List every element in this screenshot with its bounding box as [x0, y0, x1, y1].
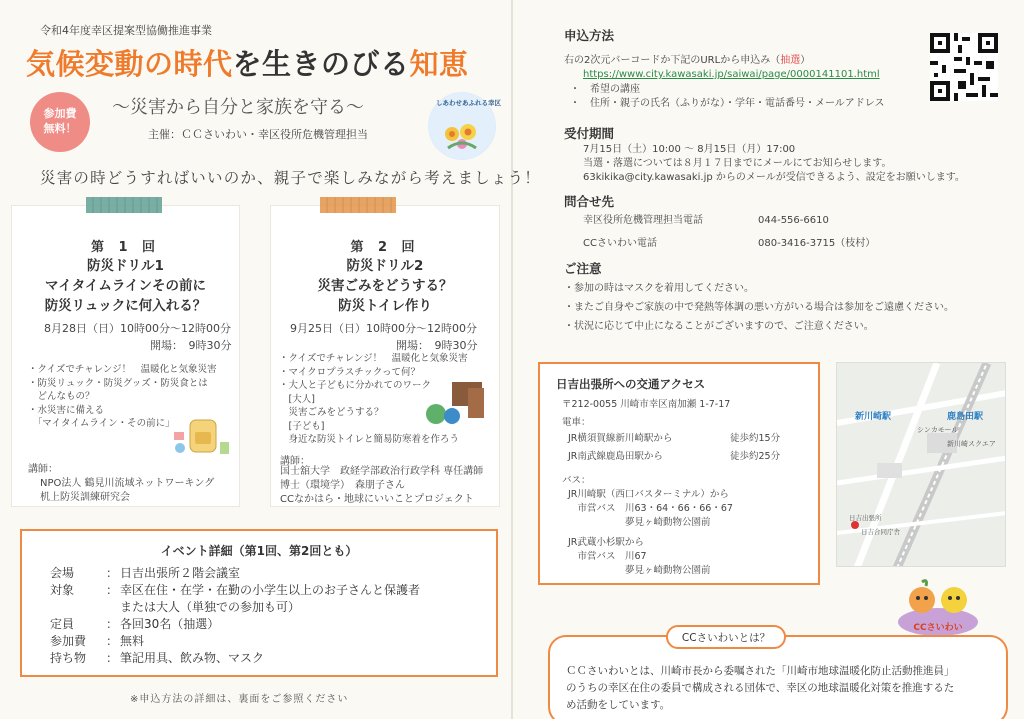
event-row-sep: ：: [106, 634, 119, 648]
page-fold: [511, 0, 513, 719]
organizer: 主催：ＣＣさいわい・幸区役所危機管理担当: [148, 128, 368, 141]
event-row-value: 無料: [120, 634, 145, 648]
access-bus-line: 夢見ヶ崎動物公園前: [568, 565, 711, 576]
event-row-value: 日吉出張所２階会議室: [120, 566, 241, 580]
access-bus-line: 市営バス 川67: [568, 551, 647, 562]
access-train-line: JR横須賀線新川崎駅から: [568, 433, 673, 444]
list-item: ・防災リュック・防災グッズ・防災食とは: [28, 377, 208, 389]
event-row-sep: ：: [106, 583, 119, 597]
about-line: ＣＣさいわいとは、川崎市長から委嘱された「川崎市地球温暖化防止活動推進員」: [566, 665, 955, 677]
about-line: のうちの幸区在住の委員で構成される団体で、幸区の地球温暖化対策を推進するた: [566, 682, 955, 694]
event-row-value: 各回30名（抽選）: [120, 617, 220, 631]
event-row-value: または大人（単独での参加も可）: [120, 600, 301, 614]
round1-title-line1: 防災ドリル1: [87, 258, 164, 274]
map-station1: 新川崎駅: [855, 412, 892, 422]
event-row-label: 持ち物: [50, 651, 87, 665]
round2-title-line2: 災害ごみをどうする？: [317, 278, 453, 294]
contact-tel: 080-3416-3715（枝村）: [758, 238, 876, 249]
about-box: [548, 631, 1008, 719]
notice-line: ・状況に応じて中止になることがございますので、ご注意ください。: [564, 321, 874, 332]
event-row-sep: ：: [106, 566, 119, 580]
access-box: [538, 362, 820, 585]
access-title: 日吉出張所への交通アクセス: [556, 377, 706, 391]
round1-open: 開場： 9時30分: [150, 339, 232, 352]
title-part2: を生きのびる: [232, 47, 410, 81]
garbage-icon: [422, 378, 494, 426]
round2-title: [270, 256, 500, 316]
event-row: [50, 633, 496, 650]
event-title: イベント詳細（第1回、第2回とも）: [160, 544, 358, 558]
apply-url-link[interactable]: https://www.city.kawasaki.jp/saiwai/page/0000141101.html: [583, 69, 880, 80]
notice-lines: [564, 279, 954, 336]
logo-text: しあわせあふれる幸区: [436, 99, 501, 107]
round1-number: 第 1 回: [90, 240, 161, 255]
event-row: [50, 650, 496, 667]
list-item: ・クイズでチャレンジ！ 温暖化と気象災害: [28, 364, 217, 375]
round1-date: 8月28日（日）10時00分〜12時00分: [44, 322, 231, 335]
backpack-illustration: [172, 412, 232, 462]
event-row-sep: ：: [106, 651, 119, 665]
list-item: ・水災害に備える: [28, 404, 105, 416]
apply-line1: [564, 54, 810, 68]
access-bus-line: JR武蔵小杉駅から: [568, 537, 644, 548]
contact-tel: 044-556-6610: [758, 215, 829, 226]
list-item: 身近な防災トイレと簡易防寒着を作ろう: [279, 434, 460, 445]
contact-heading: 問合せ先: [564, 194, 615, 209]
event-row: [50, 565, 496, 582]
apply-lottery: 抽選: [780, 55, 801, 66]
access-bus2: [568, 536, 711, 578]
event-row-label: [50, 599, 106, 616]
list-item: [大人]: [279, 393, 315, 405]
about-line: め活動をしています。: [566, 699, 671, 711]
list-item: ・マイクロプラスチックって何？: [279, 366, 420, 378]
event-row-label: 参加費: [50, 634, 87, 648]
period-line: 63kikika@city.kawasaki.jp からのメールが受信できるよう、設定をお願いします。: [583, 172, 965, 183]
list-item: [子ども]: [279, 420, 325, 432]
subtitle: 〜災害から自分と家族を守る〜: [112, 97, 364, 118]
access-train-label: 電車：: [562, 417, 591, 428]
notice-heading: ご注意: [564, 261, 602, 276]
map-label: 日吉合同庁舎: [861, 528, 900, 536]
map-label: 日吉出張所: [849, 514, 882, 522]
mascot: [896, 578, 980, 640]
title-part3: 知恵: [409, 47, 469, 81]
apply-line1-a: 右の2次元バーコードか下記のURLから申込み（: [564, 55, 781, 66]
event-row-sep: [106, 599, 120, 616]
event-row: [50, 616, 496, 633]
mascot-label: CCさいわい: [913, 623, 963, 633]
access-bus1: [568, 488, 733, 530]
qr-code-icon: [930, 33, 998, 101]
access-bus-line: 夢見ヶ崎動物公園前: [568, 517, 711, 528]
event-row-label: 対象: [50, 583, 75, 597]
fee-badge-line1: 参加費: [43, 107, 77, 121]
round1-title: [11, 256, 240, 316]
period-lines: [583, 143, 965, 185]
event-row-label: 会場: [50, 566, 75, 580]
event-row: [50, 582, 496, 599]
apply-heading: 申込方法: [564, 28, 615, 43]
about-text: [566, 663, 955, 714]
event-row-value: 幸区在住・在学・在勤の小学生以上のお子さんと保護者: [120, 583, 421, 597]
contact-name: 幸区役所危機管理担当電話: [583, 215, 703, 226]
apply-bullet: ・ 住所・親子の氏名（ふりがな）・学年・電話番号・メールアドレス: [570, 98, 885, 109]
fee-badge: [30, 92, 90, 152]
notice-line: ・参加の時はマスクを着用してください。: [564, 283, 754, 294]
access-bus-line: JR川崎駅（西口バスターミナル）から: [568, 489, 729, 500]
contact-name: CCさいわい電話: [583, 238, 657, 249]
event-row-value: 筆記用具、飲み物、マスク: [120, 651, 265, 665]
access-address: 〒212-0055 川崎市幸区南加瀬 1-7-17: [562, 399, 731, 410]
event-row: [50, 599, 496, 616]
access-train-time: 徒歩約25分: [730, 451, 781, 462]
notice-line: ・またご自身やご家族の中で発熱等体調の悪い方がいる場合は参加をご遠慮ください。: [564, 302, 954, 313]
lecturer-name: 博士（環境学） 森朋子さん: [280, 480, 405, 491]
event-row-label: 定員: [50, 617, 75, 631]
lecturer-name: 国士舘大学 政経学部政治行政学科 専任講師: [280, 466, 484, 477]
main-title: [26, 42, 469, 83]
period-line: 7月15日（土）10:00 〜 8月15日（月）17:00: [583, 144, 796, 155]
title-part1: 気候変動の時代: [26, 47, 233, 81]
header-org: 令和4年度幸区提案型協働推進事業: [40, 24, 212, 37]
round2-lecturers: [280, 465, 483, 507]
round2-number: 第 2 回: [350, 240, 420, 255]
round1-title-line3: 防災リュックに何入れる？: [44, 298, 207, 314]
round2-lecturer-label: 講師：: [280, 456, 310, 467]
fee-badge-line2: 無料！: [43, 122, 77, 135]
apply-bullet: ・ 希望の講座: [570, 84, 640, 95]
backpack-icon: [172, 412, 232, 462]
garbage-illustration: [422, 378, 494, 426]
lead-text: 災害の時どうすればいいのか、親子で楽しみながら考えましょう！: [40, 169, 542, 187]
qr-code[interactable]: [930, 33, 998, 101]
list-item: ・クイズでチャレンジ！ 温暖化と気象災害: [279, 353, 468, 364]
list-item: 災害ごみをどうする？: [279, 407, 384, 418]
map-label: 新川崎スクエア: [947, 440, 996, 448]
lecturer-name: NPO法人 鶴見川流域ネットワーキング: [40, 478, 215, 489]
round1-lecturers: [40, 477, 214, 505]
lecturer-name: 机上防災訓練研究会: [40, 492, 130, 503]
period-line: 当選・落選については８月１７日までにメールにてお知らせします。: [583, 158, 892, 169]
event-row-sep: ：: [106, 617, 119, 631]
access-map[interactable]: [836, 362, 1006, 567]
map-station2: 鹿島田駅: [947, 412, 984, 422]
list-item: ・大人と子どもに分かれてのワーク: [279, 380, 432, 391]
event-details-box: [20, 529, 498, 677]
round2-title-line1: 防災ドリル2: [346, 258, 424, 274]
orange-tape: [320, 197, 396, 213]
access-train-line: JR南武線鹿島田駅から: [568, 451, 663, 462]
access-bus-label: バス：: [562, 475, 591, 486]
round2-date: 9月25日（日）10時00分〜12時00分: [290, 322, 477, 335]
list-item: どんなもの？: [28, 391, 95, 402]
footnote: ※申込方法の詳細は、裏面をご参照ください: [130, 694, 349, 705]
access-bus-line: 市営バス 川63・64・66・66・67: [568, 503, 733, 514]
map-graphic: [837, 363, 1006, 567]
apply-line1-b: ）: [800, 55, 811, 66]
map-label: シンカモール: [917, 426, 959, 434]
period-heading: 受付期間: [564, 126, 615, 141]
lecturer-name: CCなかはら・地球にいいことプロジェクト: [280, 494, 474, 505]
round2-title-line3: 防災トイレ作り: [338, 298, 432, 314]
round1-title-line2: マイタイムラインその前に: [44, 278, 207, 294]
access-train-time: 徒歩約15分: [730, 433, 781, 444]
list-item: 「マイタイムライン・その前に」: [28, 418, 175, 429]
about-title: CCさいわいとは？: [666, 625, 786, 649]
event-rows: [50, 565, 496, 667]
green-tape: [86, 197, 162, 213]
round1-lecturer-label: 講師：: [28, 464, 58, 475]
round2-open: 開場： 9時30分: [396, 339, 478, 352]
